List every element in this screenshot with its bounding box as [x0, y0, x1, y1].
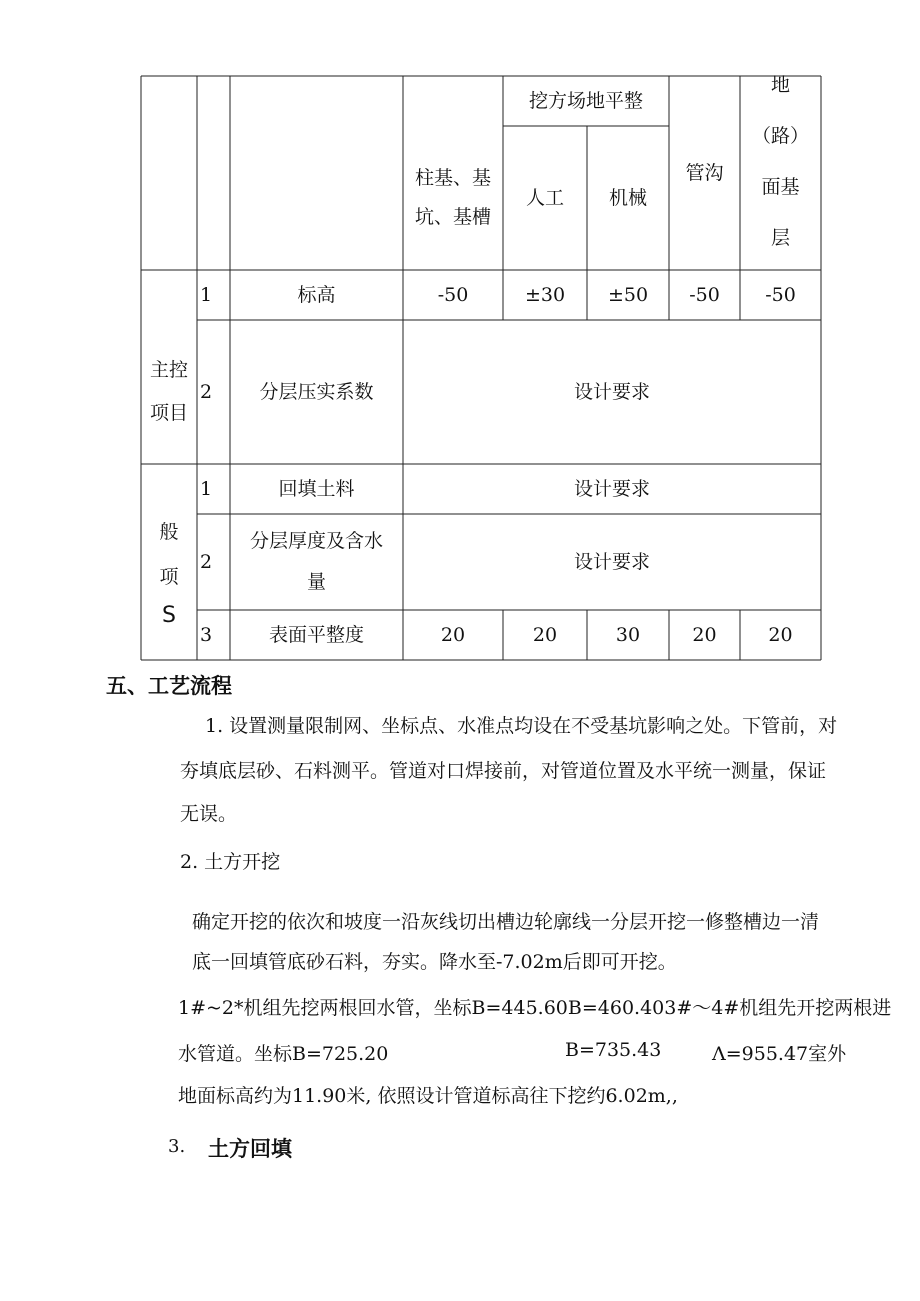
row2-merged: 设计要求 — [573, 380, 650, 403]
row2-num: 2 — [200, 380, 213, 403]
row5-v1: 20 — [440, 623, 466, 646]
p1-line3: 无误。 — [180, 803, 238, 825]
p1-line2: 夯填底层砂、石料测平。管道对口焊接前，对管道位置及水平统一测量，保证 — [180, 760, 827, 782]
row5-v3: 30 — [615, 623, 641, 646]
header-zhuji-line2: 坑、基槽 — [414, 206, 491, 228]
header-dilu-line2: （路） — [751, 125, 809, 147]
row5-v5: 20 — [768, 623, 793, 646]
row5-item: 表面平整度 — [268, 623, 364, 646]
section-yiban — [141, 500, 197, 650]
p1-line1: 1. 设置测量限制网、坐标点、水准点均设在不受基坑影响之处。下管前，对 — [205, 715, 838, 737]
row5-num: 3 — [200, 623, 213, 646]
row4-item-line1: 分层厚度及含水 — [249, 530, 383, 553]
row4-merged: 设计要求 — [573, 550, 650, 573]
section-zhukong-line2: 项目 — [149, 402, 188, 424]
p3-line2-c: Λ=955.47室外 — [712, 1043, 847, 1065]
header-dilu-line4: 层 — [770, 227, 790, 249]
row5-v4: 20 — [692, 623, 717, 646]
p3-line2-b: B=735.43 — [565, 1039, 662, 1061]
row1-num: 1 — [200, 283, 213, 306]
row4-num: 2 — [200, 550, 213, 573]
row1-v1: -50 — [437, 283, 469, 306]
header-zhuji-line1: 柱基、基 — [414, 167, 491, 190]
section-yiban-line3: S — [162, 602, 176, 628]
section-yiban-line1: 般 — [159, 521, 179, 543]
p4-title: 土方回填 — [208, 1137, 292, 1161]
row3-item: 回填土料 — [278, 477, 355, 500]
section-zhukong-line1: 主控 — [149, 359, 188, 382]
header-dilu-line3: 面基 — [761, 176, 800, 198]
header-jixie: 机械 — [608, 186, 647, 209]
row1-item: 标高 — [297, 283, 336, 306]
section-yiban-line2: 项 — [159, 565, 179, 588]
header-rengong: 人工 — [525, 186, 564, 209]
p3-line2-a: 水管道。坐标B=725.20 — [178, 1043, 389, 1065]
header-dilu-line1: 地 — [770, 74, 790, 96]
p3-line1: 1#~2*机组先挖两根回水管，坐标B=445.60B=460.403#～4#机组先开挖两根进 — [178, 997, 892, 1019]
header-zhuji — [403, 126, 503, 270]
row5-v2: 20 — [532, 623, 558, 646]
row1-v4: -50 — [689, 283, 720, 306]
header-wafang-group: 挖方场地平整 — [528, 89, 643, 112]
section5-title: 五、工艺流程 — [106, 674, 232, 698]
header-dilu — [740, 76, 821, 270]
section-zhukong — [141, 320, 197, 464]
row2-item: 分层压实系数 — [259, 380, 374, 403]
row3-num: 1 — [200, 477, 213, 500]
row1-v3: ±50 — [607, 283, 649, 306]
header-guangou: 管沟 — [685, 161, 724, 184]
row3-merged: 设计要求 — [573, 477, 650, 500]
p2-line2: 底一回填管底砂石料，夯实。降水至-7.02m后即可开挖。 — [192, 951, 677, 973]
row4-item — [230, 514, 403, 610]
p2-heading: 2. 土方开挖 — [180, 851, 281, 873]
p4-num: 3. — [168, 1136, 186, 1157]
row1-v2: ±30 — [524, 283, 566, 306]
row4-item-line2: 量 — [306, 571, 326, 593]
row1-v5: -50 — [765, 283, 796, 306]
p3-line3: 地面标高约为11.90米, 依照设计管道标高往下挖约6.02m,, — [178, 1085, 678, 1107]
p2-line1: 确定开挖的依次和坡度一沿灰线切出槽边轮廓线一分层开挖一修整槽边一清 — [192, 911, 820, 933]
